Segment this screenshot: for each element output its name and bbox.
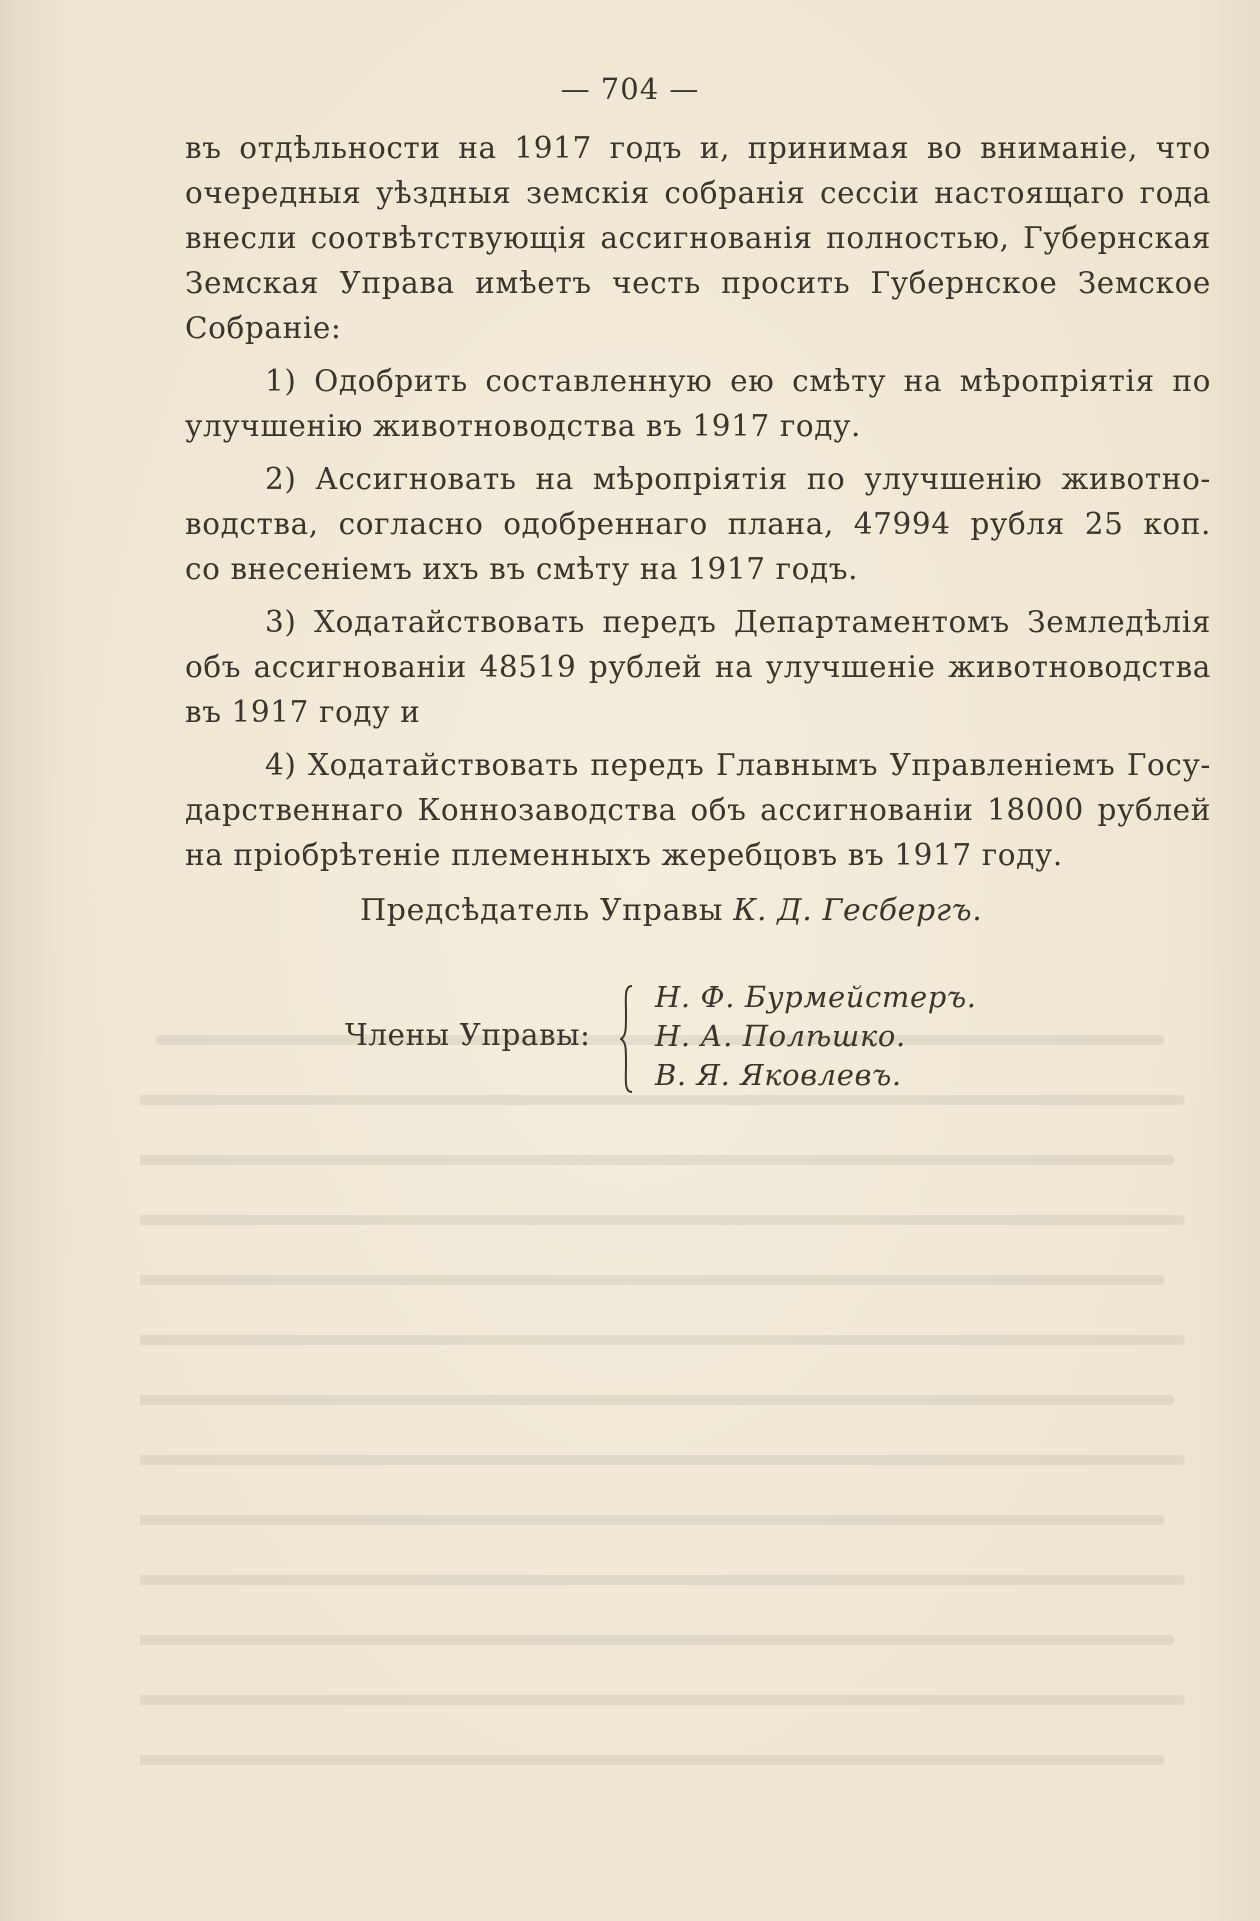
text-line: въ 1917 году и <box>185 695 421 729</box>
text-line: 3) Ходатайствовать передъ Департаментомъ Земледѣлія <box>265 605 1211 639</box>
body-text <box>185 126 1211 880</box>
members-label: Члены Управы: <box>345 1018 591 1052</box>
chairman-name: К. Д. Гесбергъ. <box>733 893 983 928</box>
text-line: 2) Ассигновать на мѣропріятія по улучшенію животно- <box>265 462 1211 496</box>
curly-brace <box>620 984 634 1094</box>
member-name: Н. Ф. Бурмейстеръ. <box>655 980 977 1014</box>
text-line: объ ассигнованіи 48519 рублей на улучшеніе животноводства <box>185 650 1211 684</box>
member-name: В. Я. Яковлевъ. <box>655 1058 902 1092</box>
text-line: въ отдѣльности на 1917 годъ и, принимая во вниманіе, что <box>185 131 1211 165</box>
member-names <box>655 978 977 1095</box>
paragraph-item-2 <box>185 457 1211 592</box>
chairman-signature <box>360 893 982 928</box>
text-line: 1) Одобрить составленную ею смѣту на мѣропріятія по <box>265 364 1211 398</box>
page-number: — 704 — <box>560 72 700 106</box>
text-line: Земская Управа имѣетъ честь просить Губернское Земское <box>185 266 1211 300</box>
text-line: 4) Ходатайствовать передъ Главнымъ Управленіемъ Госу- <box>265 748 1211 782</box>
text-line: Собраніе: <box>185 311 342 345</box>
paragraph-item-3 <box>185 600 1211 735</box>
chairman-label: Предсѣдатель Управы <box>360 893 724 928</box>
text-line: улучшенію животноводства въ 1917 году. <box>185 409 861 443</box>
member-name: Н. А. Полѣшко. <box>655 1019 906 1053</box>
text-line: внесли соотвѣтствующія ассигнованія полностью, Губернская <box>185 221 1211 255</box>
text-line: со внесеніемъ ихъ въ смѣту на 1917 годъ. <box>185 552 859 586</box>
text-line: очередныя уѣздныя земскія собранія сессіи настоящаго года <box>185 176 1211 210</box>
bleed-through-texture <box>140 1020 1200 1820</box>
paragraph-item-4 <box>185 743 1211 878</box>
paragraph-intro <box>185 126 1211 351</box>
paragraph-item-1 <box>185 359 1211 449</box>
text-line: на пріобрѣтеніе племенныхъ жеребцовъ въ 1917 году. <box>185 838 1063 872</box>
text-line: водства, согласно одобреннаго плана, 47994 рубля 25 коп. <box>185 507 1211 541</box>
text-line: дарственнаго Коннозаводства объ ассигнованіи 18000 рублей <box>185 793 1211 827</box>
